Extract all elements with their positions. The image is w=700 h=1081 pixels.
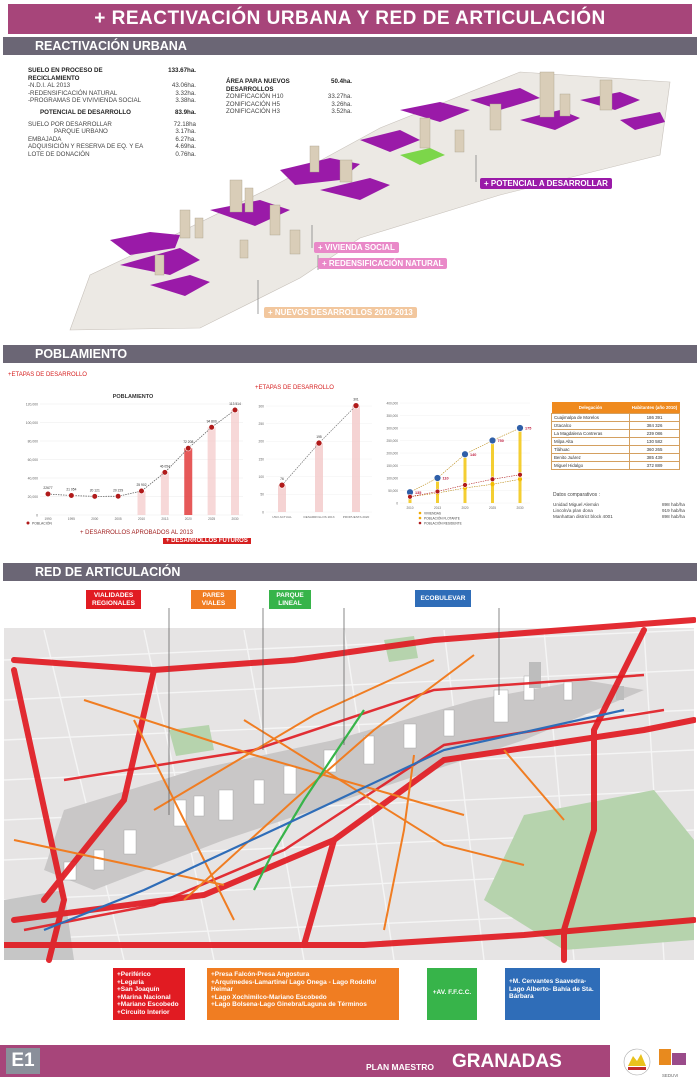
- data-point: [489, 437, 496, 444]
- suelo-value: 133.67ha.: [168, 67, 196, 74]
- potencial-value: 83.9ha.: [175, 108, 196, 116]
- y-tick-label: 20,000: [27, 494, 38, 499]
- legend-vialidades: [113, 968, 185, 1020]
- table-row: [552, 429, 680, 437]
- table-row: [552, 437, 680, 445]
- legend-red-item: +Periférico: [117, 971, 151, 978]
- futuros-label: + DESARROLLOS FUTUROS: [163, 538, 251, 544]
- marker-label: 110: [442, 476, 449, 481]
- stat-row-0-value: 43.06ha.: [171, 82, 196, 90]
- y-tick-label: 80,000: [27, 439, 38, 444]
- zonificacion-row-1-value: 3.26ha.: [331, 100, 352, 108]
- legend-orange-item: +Lago Xochimilco-Mariano Escobedo: [211, 993, 327, 1001]
- densidad-label: Lincoln/a plan dona: [553, 508, 593, 513]
- data-point: [92, 494, 98, 500]
- table-row: [552, 421, 680, 429]
- table-cell-habitantes: 372 889: [630, 461, 680, 469]
- y-tick-label: 200,000: [386, 451, 398, 456]
- densidad-value: 898 hab/ha: [662, 502, 685, 507]
- data-label: 76: [280, 477, 284, 482]
- y-tick-label: 100,000: [25, 420, 38, 425]
- chart-poblamiento: [18, 390, 248, 530]
- data-point: [45, 491, 51, 497]
- plan-name: GRANADAS: [452, 1051, 562, 1072]
- data-point: [316, 440, 322, 446]
- potencial-label: POTENCIAL DE DESARROLLO: [40, 108, 131, 116]
- stat2-row-2-value: 6.27ha.: [175, 135, 196, 143]
- x-tick-label: DESARROLLOS 2013: [303, 515, 335, 519]
- marker-label: 140: [470, 452, 477, 457]
- legend-ecobulevar: +M. Cervantes Saavedra- Lago Alberto- Bahía de Sta. Bárbara: [505, 968, 600, 1020]
- densidad-value: 919 hab/ha: [662, 508, 685, 513]
- stat2-row-4-label: LOTE DE DONACIÓN: [28, 150, 90, 158]
- stat-row-1-value: 3.32ha.: [175, 89, 196, 97]
- y-tick-label: 300: [258, 404, 264, 409]
- bar-shadow: [184, 448, 192, 515]
- legend-orange-item: +Arquímedes-Lamartine/ Lago Onega - Lago Rodolfo/ Heimar: [211, 978, 377, 994]
- data-label: 22677: [43, 486, 53, 491]
- zonificacion-row-0-label: ZONIFICACIÓN H10: [226, 93, 284, 101]
- y-tick-label: 100: [258, 475, 264, 480]
- section-poblamiento: POBLAMIENTO: [3, 345, 697, 363]
- legend-pares: [207, 968, 399, 1020]
- marker-label: 750: [497, 439, 504, 443]
- y-tick-label: 50: [260, 492, 264, 497]
- callout-vivienda: + VIVIENDA SOCIAL: [314, 242, 399, 253]
- delegaciones-table: [551, 402, 680, 470]
- bar-shadow: [161, 472, 169, 515]
- densidad-label: Unidad Miguel Alemán: [553, 502, 599, 507]
- x-tick-label: 2013: [161, 517, 169, 521]
- stat-row-1-label: -REDENSIFICACIÓN NATURAL: [28, 89, 118, 97]
- table-cell-habitantes: 360 265: [630, 445, 680, 453]
- callout-potencial: + POTENCIAL A DESARROLLAR: [480, 178, 612, 189]
- bar-shadow: [138, 491, 146, 515]
- x-tick-label: 2020: [184, 517, 192, 521]
- y-tick-label: 0: [396, 501, 398, 506]
- legend-marker: [419, 517, 422, 520]
- data-label: 46 054: [159, 464, 170, 469]
- data-point: [115, 493, 121, 499]
- stat2-row-4-value: 0.76ha.: [175, 150, 196, 158]
- area-value: 50.4ha.: [331, 78, 352, 85]
- sheet-code: E1: [6, 1048, 40, 1074]
- datos-title: Datos comparativos :: [553, 492, 600, 498]
- legend-parque: +AV. F.F.C.C.: [427, 968, 477, 1020]
- bar-shadow: [315, 443, 323, 512]
- data-point: [279, 482, 285, 488]
- table-cell-delegacion: Miguel Hidalgo: [552, 461, 630, 469]
- table-cell-habitantes: 385 439: [630, 453, 680, 461]
- bar-shadow: [208, 427, 216, 515]
- label-vialidades: VIALIDADES REGIONALES: [86, 590, 141, 609]
- data-point: [162, 470, 168, 476]
- legend-orange-item: +Lago Bolsena-Lago Ginebra/Laguna de Términos: [211, 1001, 367, 1009]
- callout-nuevos: + NUEVOS DESARROLLOS 2010-2013: [264, 307, 417, 318]
- legend-marker: [419, 512, 422, 515]
- data-label: 113 514: [229, 401, 241, 406]
- data-label: 301: [353, 397, 359, 402]
- x-tick-label: 2025: [488, 506, 497, 510]
- stat2-row-0-value: 72.18ha: [173, 120, 196, 128]
- label-ecobulevar: ECOBULEVAR: [415, 590, 471, 607]
- legend-label: POBLACIÓN RESIDENTE: [424, 521, 462, 526]
- y-tick-label: 0: [36, 513, 38, 518]
- label-parque: PARQUE LINEAL: [269, 590, 311, 609]
- suelo-label: SUELO EN PROCESO DE RECICLAMIENTO: [28, 67, 103, 82]
- zonificacion-row-2-label: ZONIFICACIÓN H3: [226, 108, 280, 116]
- table-cell-habitantes: 130 582: [630, 437, 680, 445]
- marker-label: 135: [415, 490, 422, 495]
- table-header-delegacion: Delegación: [552, 402, 630, 413]
- callout-redensificacion: + REDENSIFICACIÓN NATURAL: [318, 258, 447, 269]
- x-tick-label: 2030: [516, 506, 524, 510]
- stat2-row-1-value: 3.17ha.: [175, 128, 196, 136]
- densidad-value: 898 hab/ha: [662, 514, 685, 519]
- table-row: [552, 461, 680, 469]
- city-logo: [622, 1047, 652, 1077]
- x-tick-label: 1995: [67, 517, 75, 521]
- y-tick-label: 350,000: [386, 413, 398, 418]
- legend-orange-item: +Presa Falcón-Presa Angostura: [211, 971, 310, 978]
- data-label: 72 208: [183, 440, 194, 445]
- y-tick-label: 100,000: [386, 476, 398, 481]
- table-row: [552, 453, 680, 461]
- section-reactivacion: REACTIVACIÓN URBANA: [3, 37, 697, 55]
- stat-row-2-label: -PROGRAMAS DE VIVIVIENDA SOCIAL: [28, 97, 142, 105]
- data-point: [185, 445, 191, 451]
- zonificacion-row-1-label: ZONIFICACIÓN H5: [226, 100, 280, 108]
- legend-red-item: +Circuito Interior: [117, 1008, 170, 1016]
- chart1-legend: POBLACIÓN: [32, 521, 52, 526]
- y-tick-label: 40,000: [27, 476, 38, 481]
- table-header-habitantes: Habitantes (año 2010): [630, 402, 680, 413]
- x-tick-label: 2013: [433, 506, 442, 510]
- red-map: [4, 600, 696, 965]
- marker-label: 175: [525, 426, 532, 431]
- table-cell-habitantes: 239 086: [630, 429, 680, 437]
- seduvi-text: SEDUVI: [662, 1073, 679, 1078]
- bar-shadow: [231, 410, 239, 515]
- area-label: ÁREA PARA NUEVOS DESARROLLOS: [226, 78, 290, 93]
- stat-row-2-value: 3.38ha.: [175, 97, 196, 105]
- x-tick-label: USO ACTUAL: [272, 515, 292, 519]
- x-tick-label: 2025: [208, 517, 216, 521]
- stat2-row-2-label: EMBAJADA: [28, 135, 62, 143]
- data-point: [408, 494, 413, 499]
- y-tick-label: 250,000: [386, 438, 398, 443]
- data-point: [490, 477, 495, 482]
- stat2-row-0-label: SUELO POR DESARROLLAR: [28, 120, 112, 128]
- data-label: 20 121: [89, 488, 100, 493]
- table-cell-delegacion: Benito Juárez: [552, 453, 630, 461]
- y-tick-label: 200: [258, 439, 264, 444]
- etapas-label-2: +ETAPAS DE DESARROLLO: [255, 385, 334, 391]
- data-label: 195: [316, 435, 322, 440]
- table-cell-habitantes: 186 391: [630, 413, 680, 421]
- y-tick-label: 150: [258, 457, 264, 462]
- data-point: [69, 493, 75, 499]
- x-tick-label: 2030: [231, 517, 239, 521]
- page-title: + REACTIVACIÓN URBANA Y RED DE ARTICULACIÓN: [8, 4, 692, 34]
- y-tick-label: 400,000: [386, 401, 398, 406]
- legend-label: POBLACIÓN FLOTANTE: [424, 516, 460, 521]
- data-point: [434, 475, 441, 482]
- x-tick-label: 2000: [91, 517, 99, 521]
- legend-red-item: +Mariano Escobedo: [117, 1001, 179, 1009]
- stat2-row-3-label: ADQUISICIÓN Y RESERVA DE EQ. Y EA: [28, 143, 144, 151]
- legend-marker: [27, 522, 30, 525]
- stat2-row-3-value: 4.69ha.: [175, 143, 196, 151]
- data-label: 21 054: [66, 487, 77, 492]
- y-tick-label: 300,000: [386, 426, 398, 431]
- table-cell-delegacion: Cuajimalpa de Morelos: [552, 413, 630, 421]
- y-tick-label: 120,000: [25, 402, 38, 407]
- legend-red-item: +San Joaquín: [117, 986, 160, 994]
- data-point: [353, 403, 359, 409]
- bar-shadow: [278, 485, 286, 512]
- etapas-label-1: +ETAPAS DE DESARROLLO: [8, 372, 87, 378]
- table-cell-delegacion: Milpa Alta: [552, 437, 630, 445]
- legend-label: VIVIENDAS: [424, 511, 442, 516]
- stat-row-0-label: -N.D.I. AL 2013: [28, 82, 71, 90]
- table-cell-delegacion: La Magdalena Contreras: [552, 429, 630, 437]
- chart1-title: POBLAMIENTO: [112, 394, 154, 400]
- data-point: [517, 425, 524, 432]
- seduvi-logo: [657, 1047, 691, 1073]
- data-label: 25 902: [136, 483, 147, 488]
- x-tick-label: 2010: [406, 506, 414, 510]
- legend-red-item: +Legaria: [117, 978, 144, 986]
- data-label: 94 800: [206, 419, 217, 424]
- x-tick-label: 1990: [44, 517, 52, 521]
- table-row: [552, 445, 680, 453]
- y-tick-label: 250: [258, 422, 264, 427]
- data-point: [462, 451, 469, 458]
- y-tick-label: 60,000: [27, 457, 38, 462]
- legend-red-item: +Marina Nacional: [117, 993, 171, 1001]
- densidad-list: [553, 502, 685, 520]
- densidad-label: Manhattan district block 4001: [553, 514, 613, 519]
- table-row: [552, 413, 680, 421]
- y-tick-label: 0: [262, 510, 264, 515]
- legend-marker: [419, 522, 422, 525]
- chart-densidad: [252, 396, 377, 526]
- data-point: [209, 425, 215, 431]
- x-tick-label: 2010: [137, 517, 146, 521]
- x-tick-label: 2020: [461, 506, 469, 510]
- table-cell-delegacion: Tláhuac: [552, 445, 630, 453]
- y-tick-label: 50,000: [388, 488, 398, 493]
- bar-shadow: [352, 406, 360, 512]
- data-point: [232, 407, 238, 413]
- table-cell-habitantes: 384 326: [630, 421, 680, 429]
- zonificacion-row-2-value: 3.52ha.: [331, 108, 352, 116]
- table-cell-delegacion: Iztacalco: [552, 421, 630, 429]
- plan-label: PLAN MAESTRO: [366, 1062, 434, 1072]
- stat2-row-1-label: PARQUE URBANO: [54, 128, 108, 136]
- data-point: [463, 483, 468, 488]
- data-point: [518, 472, 523, 477]
- x-tick-label: PROPUESTA 2020: [342, 515, 370, 519]
- zonificacion-row-0-value: 33.27ha.: [327, 93, 352, 101]
- reactivacion-map: [60, 60, 700, 345]
- data-point: [435, 489, 440, 494]
- section-red: RED DE ARTICULACIÓN: [3, 563, 697, 581]
- densidad-row: [553, 514, 685, 520]
- data-label: 20 229: [113, 488, 124, 493]
- aprobados-label: + DESARROLLOS APROBADOS AL 2013: [80, 530, 193, 536]
- y-tick-label: 150,000: [386, 463, 398, 468]
- chart-poblacion: [380, 395, 540, 530]
- label-pares: PARES VIALES: [191, 590, 236, 609]
- x-tick-label: 2005: [114, 517, 122, 521]
- data-point: [139, 488, 145, 494]
